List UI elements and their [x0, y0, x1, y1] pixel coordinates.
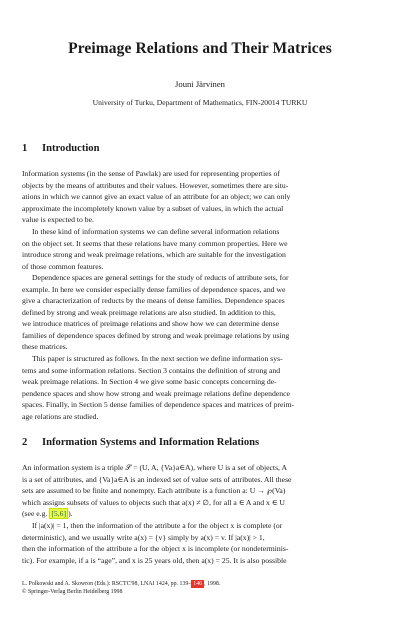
- section-title: Information Systems and Information Relations: [42, 437, 260, 448]
- text-line: then the information of the attribute a for the object x is incomplete (or nondeterminis-: [22, 544, 289, 554]
- section-number: 1: [22, 143, 28, 154]
- text-line: give a characterization of reducts by the means of dense families. Dependence spaces: [22, 296, 285, 306]
- text-line: An information system is a triple 𝒮 = (U, A, {Va}a∈A), where U is a set of objects, A: [22, 463, 288, 472]
- text-fragment: L. Polkowski and A. Skowron (Eds.): RSCTC'98, LNAI 1424, pp. 139–: [22, 581, 192, 587]
- text-line: we introduce matrices of preimage relations and show how we can determine dense: [22, 319, 280, 329]
- text-line: value is expected to be.: [22, 215, 94, 225]
- text-line: example. In here we consider especially dense families of dependence spaces, and we: [22, 284, 286, 294]
- text-line: This paper is structured as follows. In the next section we define information sys-: [32, 354, 283, 363]
- text-line: deterministic), and we usually write a(x) = {v} simply by a(x) = v. If |a(x)| > 1,: [22, 532, 265, 542]
- section-heading-introduction: [22, 143, 100, 154]
- author-name: Jouni Järvinen: [175, 79, 225, 89]
- text-line: ations in which we cannot give an exact value of an attribute for an object; we can only: [22, 192, 291, 202]
- text-line: approximate the incompletely known value by a subset of values, in which the actual: [22, 203, 284, 213]
- section-number: 2: [22, 437, 28, 448]
- text-line: these matrices.: [22, 342, 68, 352]
- intro-paragraph-3: [22, 272, 382, 353]
- text-line: pendence spaces and show how strong and weak preimage relations define dependence: [22, 388, 290, 398]
- text-line: Dependence spaces are general settings for the study of reducts of attribute sets, for: [32, 273, 289, 282]
- section-heading-information-systems: [22, 437, 259, 448]
- footer-citation-line: [22, 580, 220, 588]
- text-line: In these kind of information systems we can define several information relations: [32, 227, 280, 236]
- text-line: tic). For example, if a is “age”, and x is 25 years old, then a(x) = 25. It is also possible: [22, 555, 287, 565]
- text-line: tems and some information relations. Section 3 contains the definition of strong and: [22, 365, 281, 375]
- text-fragment: , 1998.: [204, 581, 221, 587]
- page-footer: [22, 580, 220, 596]
- text-fragment: ).: [68, 509, 73, 519]
- intro-paragraph-2: [22, 226, 382, 272]
- author-affiliation: University of Turku, Department of Mathematics, FIN-20014 TURKU: [92, 98, 308, 107]
- text-line: If |a(x)| = 1, then the information of the attribute a for the object x is complete (or: [32, 521, 283, 530]
- text-line: age relations are studied.: [22, 411, 99, 421]
- text-fragment: (see e.g.: [22, 509, 50, 519]
- section2-paragraph-2: [22, 520, 382, 566]
- text-line: weak preimage relations. In Section 4 we give some basic concepts concerning de-: [22, 377, 277, 387]
- intro-paragraph-4: [22, 353, 382, 422]
- citation-link[interactable]: [5,6]: [51, 509, 67, 519]
- paper-title: Preimage Relations and Their Matrices: [68, 40, 332, 57]
- footer-copyright-line: © Springer-Verlag Berlin Heidelberg 1998: [22, 589, 123, 596]
- text-line: on the object set. It seems that these relations have many common properties. Here we: [22, 238, 288, 248]
- text-line: objects by the means of attributes and their values. However, sometimes there are situ-: [22, 180, 289, 190]
- text-line: spaces. Finally, in Section 5 dense families of dependence spaces and matrices of preim-: [22, 400, 295, 410]
- text-line: families of dependence spaces defined by strong and weak preimage relations by using: [22, 330, 290, 340]
- text-line: which assigns subsets of values to objects such that a(x) ≠ ∅, for all a ∈ A and x ∈ U: [22, 497, 285, 507]
- page-range-link[interactable]: 146: [193, 581, 203, 587]
- text-line: is a set of attributes, and {Va}a∈A is an indexed set of value sets of attributes. All these: [22, 474, 292, 484]
- text-line: defined by strong and weak preimage relations are also studied. In addition to this,: [22, 307, 276, 317]
- text-line: of those common features.: [22, 261, 104, 271]
- text-line: introduce strong and weak preimage relations, which are suitable for the investigation: [22, 250, 286, 260]
- text-line: Information systems (in the sense of Pawlak) are used for representing properties of: [22, 169, 280, 178]
- text-line: sets are assumed to be finite and nonempty. Each attribute is a function a: U → ℘(Va): [22, 486, 286, 496]
- section2-paragraph-1: [22, 462, 382, 520]
- section-title: Introduction: [42, 143, 100, 154]
- text-line: [22, 508, 382, 520]
- intro-paragraph-1: [22, 168, 382, 226]
